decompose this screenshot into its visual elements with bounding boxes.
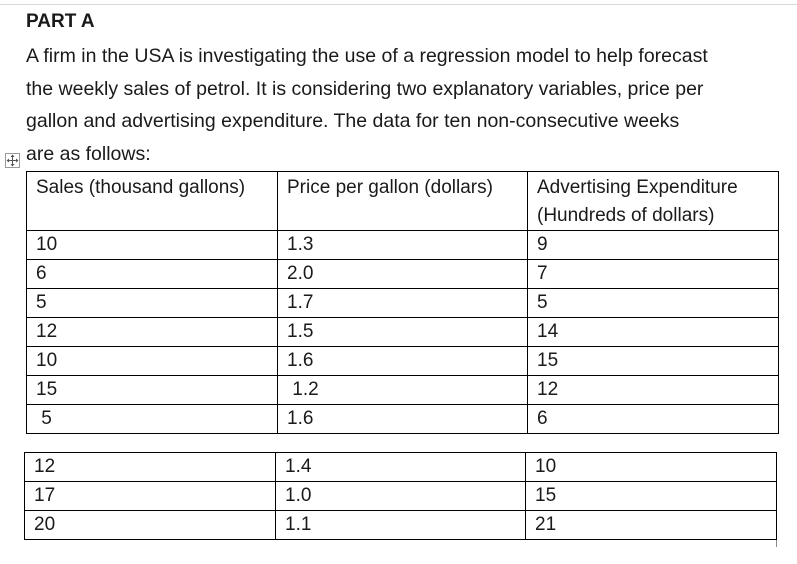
- paragraph-line: A firm in the USA is investigating the use of a regression model to help forecast: [26, 45, 708, 67]
- header-sales: [27, 172, 278, 231]
- problem-paragraph: [26, 40, 786, 170]
- cell-advertising: 10: [526, 453, 777, 482]
- header-price-text: Price per gallon (dollars): [287, 177, 493, 198]
- table-row: [27, 347, 779, 376]
- cell-sales: 10: [27, 347, 278, 376]
- table-row: [27, 231, 779, 260]
- cell-advertising: 6: [528, 405, 779, 434]
- paragraph-line: the weekly sales of petrol. It is considering two explanatory variables, price per: [26, 77, 704, 100]
- data-table: [26, 171, 779, 434]
- table-row: [27, 318, 779, 347]
- data-table-continued: [24, 452, 777, 540]
- header-advertising-line2: (Hundreds of dollars): [537, 205, 715, 226]
- cell-sales: 5: [27, 289, 278, 318]
- cell-sales: 12: [25, 453, 276, 482]
- cell-price: 1.0: [276, 482, 526, 511]
- cell-sales: 10: [27, 231, 278, 260]
- cell-price: 1.1: [276, 511, 526, 540]
- cell-price: 1.5: [278, 318, 528, 347]
- table-row: [25, 511, 777, 540]
- table-header-row: [27, 172, 779, 231]
- cell-sales: 15: [27, 376, 278, 405]
- table-resize-handle[interactable]: [776, 540, 777, 547]
- cell-price: 1.7: [278, 289, 528, 318]
- table-row: [27, 289, 779, 318]
- cell-price: 1.6: [278, 347, 528, 376]
- cell-advertising: 5: [528, 289, 779, 318]
- cell-advertising: 15: [526, 482, 777, 511]
- header-sales-text: Sales (thousand gallons): [36, 177, 246, 198]
- cell-price: 1.2: [278, 376, 528, 405]
- cell-advertising: 7: [528, 260, 779, 289]
- cell-sales: 5: [27, 405, 278, 434]
- cell-sales: 12: [27, 318, 278, 347]
- cell-advertising: 14: [528, 318, 779, 347]
- move-arrows-icon-glyph: [6, 154, 19, 167]
- cell-advertising: 9: [528, 231, 779, 260]
- header-advertising-line1: Advertising Expenditure: [537, 177, 738, 198]
- table-row: [27, 405, 779, 434]
- cell-price: 1.3: [278, 231, 528, 260]
- table-row: [27, 260, 779, 289]
- header-price: [278, 172, 528, 231]
- paragraph-line: are as follows:: [26, 142, 151, 165]
- cell-price: 2.0: [278, 260, 528, 289]
- table-row: [27, 376, 779, 405]
- table-row: [25, 482, 777, 511]
- cell-advertising: 21: [526, 511, 777, 540]
- page-top-rule: [0, 4, 797, 5]
- header-advertising: [528, 172, 779, 231]
- cell-advertising: 15: [528, 347, 779, 376]
- cell-price: 1.6: [278, 405, 528, 434]
- cell-sales: 17: [25, 482, 276, 511]
- table-row: [25, 453, 777, 482]
- section-heading: PART A: [26, 11, 95, 32]
- paragraph-line: gallon and advertising expenditure. The data for ten non-consecutive weeks: [26, 110, 680, 132]
- cell-price: 1.4: [276, 453, 526, 482]
- cell-sales: 20: [25, 511, 276, 540]
- cell-sales: 6: [27, 260, 278, 289]
- cell-advertising: 12: [528, 376, 779, 405]
- move-arrows-icon[interactable]: [5, 153, 20, 168]
